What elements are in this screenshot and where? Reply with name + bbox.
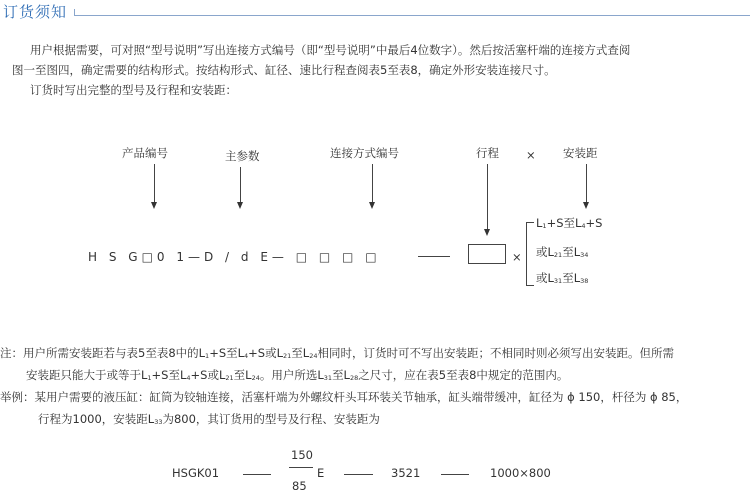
- install-option-2: 或$L_{21}$至$L_{34}$: [536, 245, 589, 259]
- example-numerator: 150: [291, 448, 313, 462]
- arrow-down-icon: [484, 229, 490, 236]
- intro-line-2: 图一至图四，确定需要的结构形式。按结构形式、缸径、速比行程查阅表5至表8，确定外形安装连接尺寸。: [12, 63, 556, 77]
- separator-dash: [418, 256, 450, 257]
- title-rule: [74, 15, 750, 16]
- arrow-line-product: [154, 164, 155, 202]
- intro-line-1: 用户根据需要，可对照“型号说明”写出连接方式编号（即“型号说明”中最后4位数字）。然后按活塞杆端的连接方式查阅: [30, 43, 631, 57]
- example-denominator: 85: [292, 479, 307, 493]
- example-model: HSGK01: [172, 466, 220, 480]
- arrow-line-install: [586, 164, 587, 202]
- arrow-down-icon: [369, 202, 375, 209]
- label-connection-code: 连接方式编号: [330, 146, 399, 160]
- example-dash-1: [243, 474, 271, 475]
- arrow-down-icon: [151, 202, 157, 209]
- label-times: ×: [526, 148, 536, 162]
- install-option-1: $L_1+S$至$L_4+S$: [536, 216, 603, 230]
- label-main-params: 主参数: [225, 149, 260, 163]
- example-line-1: 举例：某用户需要的液压缸：缸筒为铰轴连接，活塞杆端为外螺纹杆头耳环装关节轴承，缸头端带缓冲，缸径为 ϕ 150，杆径为 ϕ 85，: [0, 390, 688, 404]
- example-dash-3: [441, 474, 469, 475]
- label-product-code: 产品编号: [122, 146, 168, 160]
- example-line-2: 行程为1000，安装距$L_{33}$为800，其订货用的型号及行程、安装距为: [38, 412, 380, 426]
- label-stroke: 行程: [476, 146, 499, 160]
- example-stroke-distance: 1000×800: [490, 466, 551, 480]
- arrow-down-icon: [237, 202, 243, 209]
- fraction-bar: [289, 467, 313, 468]
- arrow-down-icon: [583, 202, 589, 209]
- example-code: 3521: [391, 466, 421, 480]
- stroke-box: [468, 244, 506, 264]
- example-dash-2: [344, 474, 373, 475]
- times-symbol: ×: [512, 250, 522, 264]
- arrow-line-stroke: [487, 164, 488, 229]
- example-suffix: E: [317, 466, 325, 480]
- note-line-1: 注：用户所需安装距若与表5至表8中的$L_1+S$至$L_4+S$或$L_{21}$至$L_{24}$相同时，订货时可不写出安装距；不相同时则必须写出安装距。但所需: [0, 346, 674, 360]
- options-brace: [526, 222, 534, 286]
- model-code-template: H S G□0 1—D / d E— □ □ □ □: [88, 250, 381, 264]
- note-line-2: 安装距只能大于或等于$L_1+S$至$L_4+S$或$L_{21}$至$L_{24}$。用户所选$L_{31}$至$L_{28}$之尺寸，应在表5至表8中规定的范围内。: [26, 368, 569, 382]
- install-option-3: 或$L_{31}$至$L_{38}$: [536, 271, 589, 285]
- label-install-distance: 安装距: [563, 146, 598, 160]
- arrow-line-params: [240, 167, 241, 202]
- section-title: 订货须知: [3, 3, 68, 21]
- arrow-line-connection: [372, 164, 373, 202]
- intro-line-3: 订货时写出完整的型号及行程和安装距：: [30, 83, 237, 97]
